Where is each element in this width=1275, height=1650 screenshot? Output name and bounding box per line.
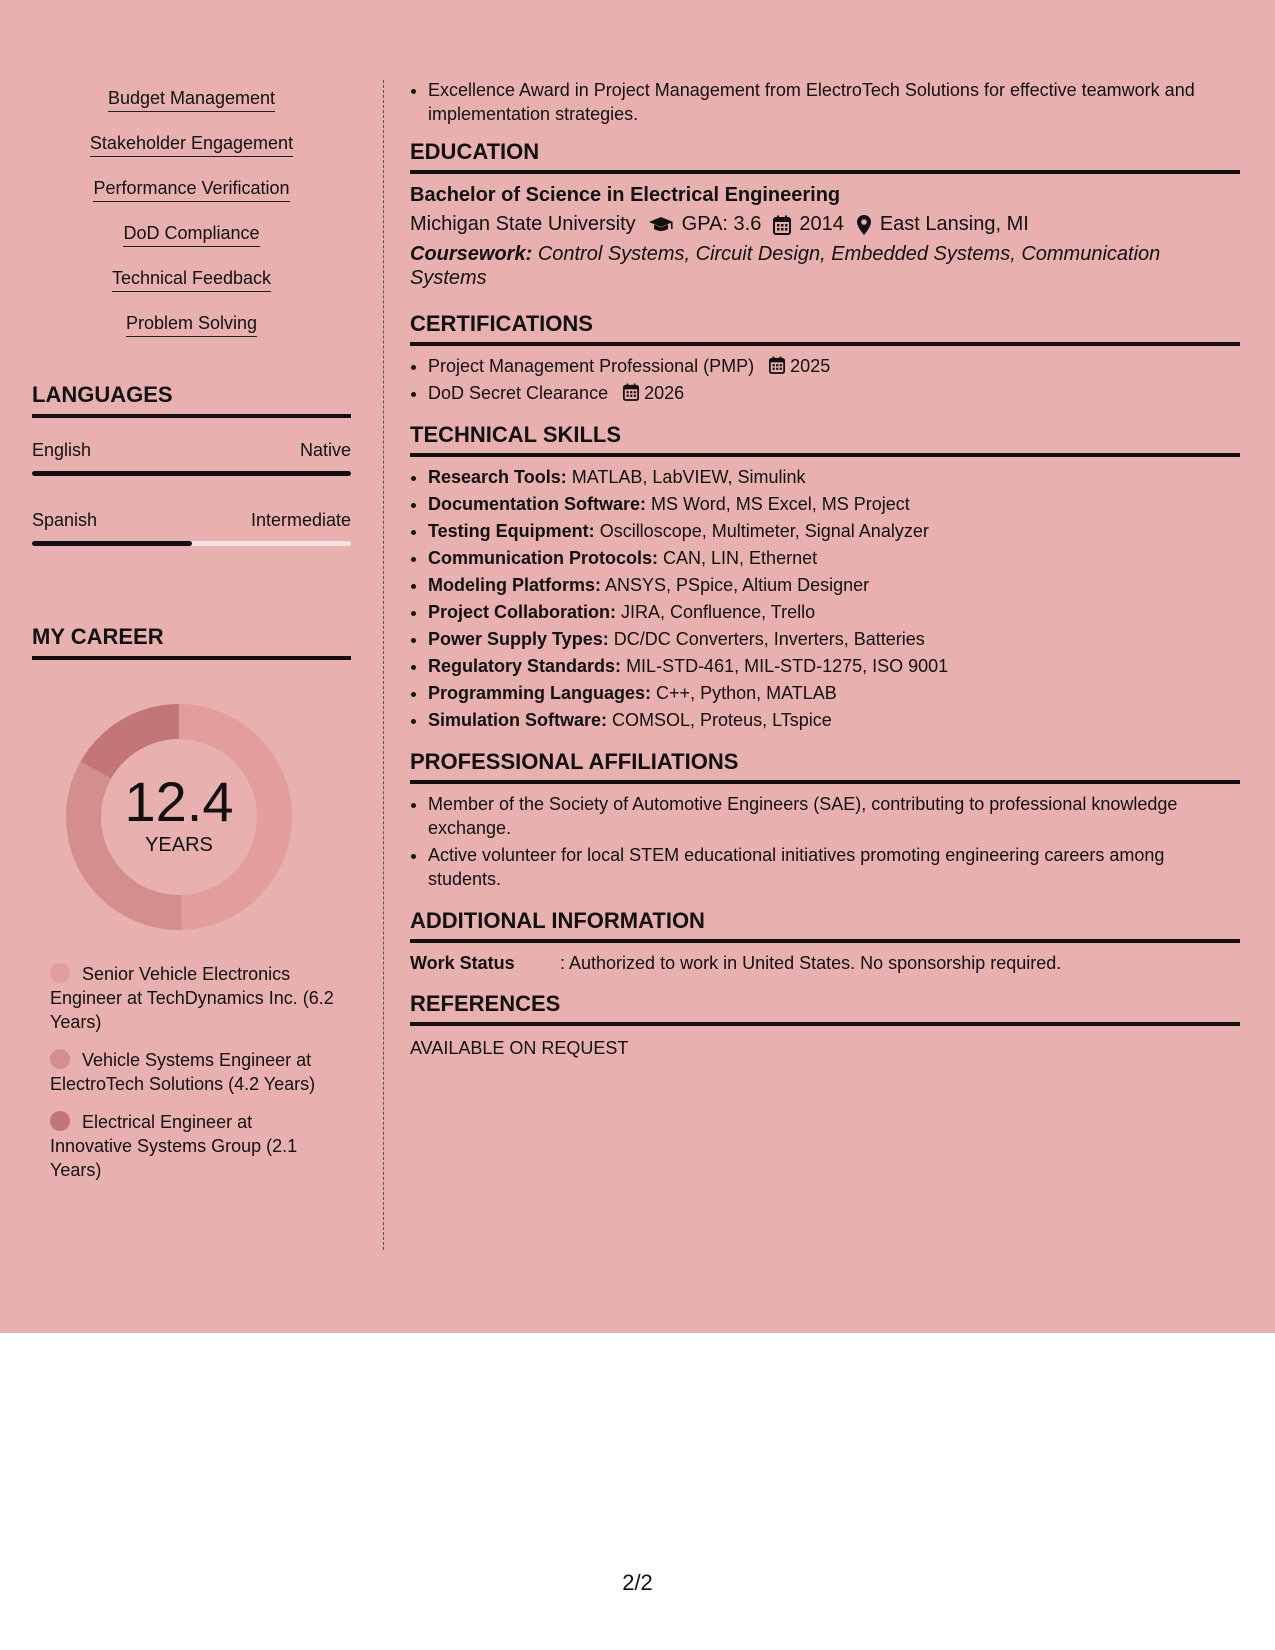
career-item	[50, 1110, 335, 1182]
skill-values: CAN, LIN, Ethernet	[663, 548, 818, 568]
technical-skill-item	[428, 627, 1240, 651]
career-item	[50, 962, 335, 1034]
career-legend	[50, 962, 335, 1182]
legend-dot	[50, 963, 70, 983]
language-bar-fill	[32, 541, 192, 546]
certification-name: Project Management Professional (PMP)	[428, 356, 755, 376]
column-divider	[383, 80, 384, 1250]
career-item	[50, 1048, 335, 1096]
school-name: Michigan State University	[410, 213, 636, 235]
skill-values: JIRA, Confluence, Trello	[621, 602, 816, 622]
skill-values: COMSOL, Proteus, LTspice	[612, 710, 832, 730]
skill-category: Power Supply Types:	[428, 629, 609, 649]
career-item-label: Vehicle Systems Engineer at ElectroTech Solutions (4.2 Years)	[50, 1050, 316, 1094]
calendar-icon	[623, 383, 639, 401]
skill-category: Regulatory Standards:	[428, 656, 622, 676]
education-title: EDUCATION	[410, 140, 1240, 174]
skill-values: MATLAB, LabVIEW, Simulink	[571, 467, 806, 487]
career-total-unit: YEARS	[145, 833, 213, 856]
references-title: REFERENCES	[410, 992, 1240, 1026]
certification-item	[428, 354, 1240, 378]
skill-category: Testing Equipment:	[428, 521, 595, 541]
graduation-year: 2014	[799, 213, 844, 235]
skill-category: Simulation Software:	[428, 710, 608, 730]
skill-category: Modeling Platforms:	[428, 575, 602, 595]
left-column	[32, 78, 351, 1196]
language-level: Intermediate	[250, 510, 351, 530]
career-section	[32, 624, 351, 1182]
affiliation-item: • Member of the Society of Automotive Engineers (SAE), contributing to professional knowledge exchange.	[428, 792, 1240, 840]
award-list	[410, 78, 1240, 126]
technical-skill-item	[428, 654, 1240, 678]
legend-dot	[50, 1111, 70, 1131]
language-row	[32, 510, 351, 531]
certifications-list	[410, 354, 1240, 405]
language-name: Spanish	[32, 510, 98, 530]
references-text: AVAILABLE ON REQUEST	[410, 1038, 629, 1058]
career-title: MY CAREER	[32, 624, 351, 660]
certification-name: DoD Secret Clearance	[428, 383, 609, 403]
skill-values: C++, Python, MATLAB	[656, 683, 837, 703]
technical-skill-item	[428, 519, 1240, 543]
technical-skills-section	[410, 423, 1240, 732]
skill-values: DC/DC Converters, Inverters, Batteries	[613, 629, 925, 649]
award-item: • Excellence Award in Project Management from ElectroTech Solutions for effective teamwork and implementation strategies.	[428, 78, 1240, 126]
legend-dot	[50, 1049, 70, 1069]
skill-values: Oscilloscope, Multimeter, Signal Analyzer	[599, 521, 929, 541]
technical-skill-item	[428, 546, 1240, 570]
education-meta	[410, 213, 1240, 236]
skill-values: MIL-STD-461, MIL-STD-1275, ISO 9001	[626, 656, 949, 676]
skill-category: Documentation Software:	[428, 494, 647, 514]
skill-item: Budget Management	[108, 88, 275, 112]
career-item-label: Senior Vehicle Electronics Engineer at TechDynamics Inc. (6.2 Years)	[50, 964, 334, 1032]
calendar-icon	[773, 215, 791, 235]
skills-list	[32, 78, 351, 348]
additional-title: ADDITIONAL INFORMATION	[410, 909, 1240, 943]
technical-skill-item	[428, 465, 1240, 489]
graduation-cap-icon	[648, 215, 674, 235]
affiliations-list	[410, 792, 1240, 891]
career-total-value: 12.4	[124, 769, 234, 833]
skill-category: Research Tools:	[428, 467, 567, 487]
right-column	[410, 78, 1240, 1059]
technical-skill-item	[428, 708, 1240, 732]
skill-values: MS Word, MS Excel, MS Project	[651, 494, 910, 514]
skill-item: Technical Feedback	[112, 268, 271, 292]
skill-item: Problem Solving	[126, 313, 257, 337]
language-bar	[32, 541, 351, 546]
additional-section	[410, 909, 1240, 974]
technical-skill-item	[428, 600, 1240, 624]
skill-values: ANSYS, PSpice, Altium Designer	[605, 575, 870, 595]
school-location: East Lansing, MI	[879, 213, 1029, 235]
degree-name: Bachelor of Science in Electrical Engineering	[410, 184, 841, 206]
affiliation-item: • Active volunteer for local STEM educational initiatives promoting engineering careers among students.	[428, 843, 1240, 891]
skill-item: Stakeholder Engagement	[90, 133, 293, 157]
language-level: Native	[299, 440, 351, 460]
coursework	[410, 242, 1240, 290]
coursework-label: Coursework:	[410, 243, 533, 265]
coursework-text: Control Systems, Circuit Design, Embedded Systems, Communication Systems	[410, 243, 1161, 289]
calendar-icon	[769, 356, 785, 374]
skill-item: Performance Verification	[93, 178, 289, 202]
technical-skill-item	[428, 681, 1240, 705]
language-row	[32, 440, 351, 461]
certification-year: 2025	[790, 356, 831, 376]
education-section	[410, 140, 1240, 290]
languages-section	[32, 382, 351, 546]
languages-title: LANGUAGES	[32, 382, 351, 418]
career-item-label: Electrical Engineer at Innovative Systems Group (2.1 Years)	[50, 1112, 298, 1180]
technical-skill-item	[428, 573, 1240, 597]
career-donut-chart	[64, 702, 294, 932]
work-status-row	[410, 953, 1240, 974]
skill-item: DoD Compliance	[123, 223, 259, 247]
affiliations-title: PROFESSIONAL AFFILIATIONS	[410, 750, 1240, 784]
work-status-label: Work Status	[410, 953, 515, 973]
references-section	[410, 992, 1240, 1059]
technical-skills-list	[410, 465, 1240, 732]
technical-skill-item	[428, 492, 1240, 516]
certification-item	[428, 381, 1240, 405]
skill-category: Programming Languages:	[428, 683, 652, 703]
gpa: GPA: 3.6	[681, 213, 762, 235]
affiliations-section	[410, 750, 1240, 891]
language-name: English	[32, 440, 92, 460]
work-status-value: : Authorized to work in United States. No sponsorship required.	[560, 953, 1062, 973]
map-pin-icon	[856, 214, 872, 236]
page-number: 2/2	[622, 1570, 653, 1595]
language-bar-fill	[32, 471, 351, 476]
skill-category: Communication Protocols:	[428, 548, 659, 568]
technical-skills-title: TECHNICAL SKILLS	[410, 423, 1240, 457]
language-bar	[32, 471, 351, 476]
certifications-section	[410, 312, 1240, 405]
certification-year: 2026	[644, 383, 685, 403]
skill-category: Project Collaboration:	[428, 602, 617, 622]
certifications-title: CERTIFICATIONS	[410, 312, 1240, 346]
